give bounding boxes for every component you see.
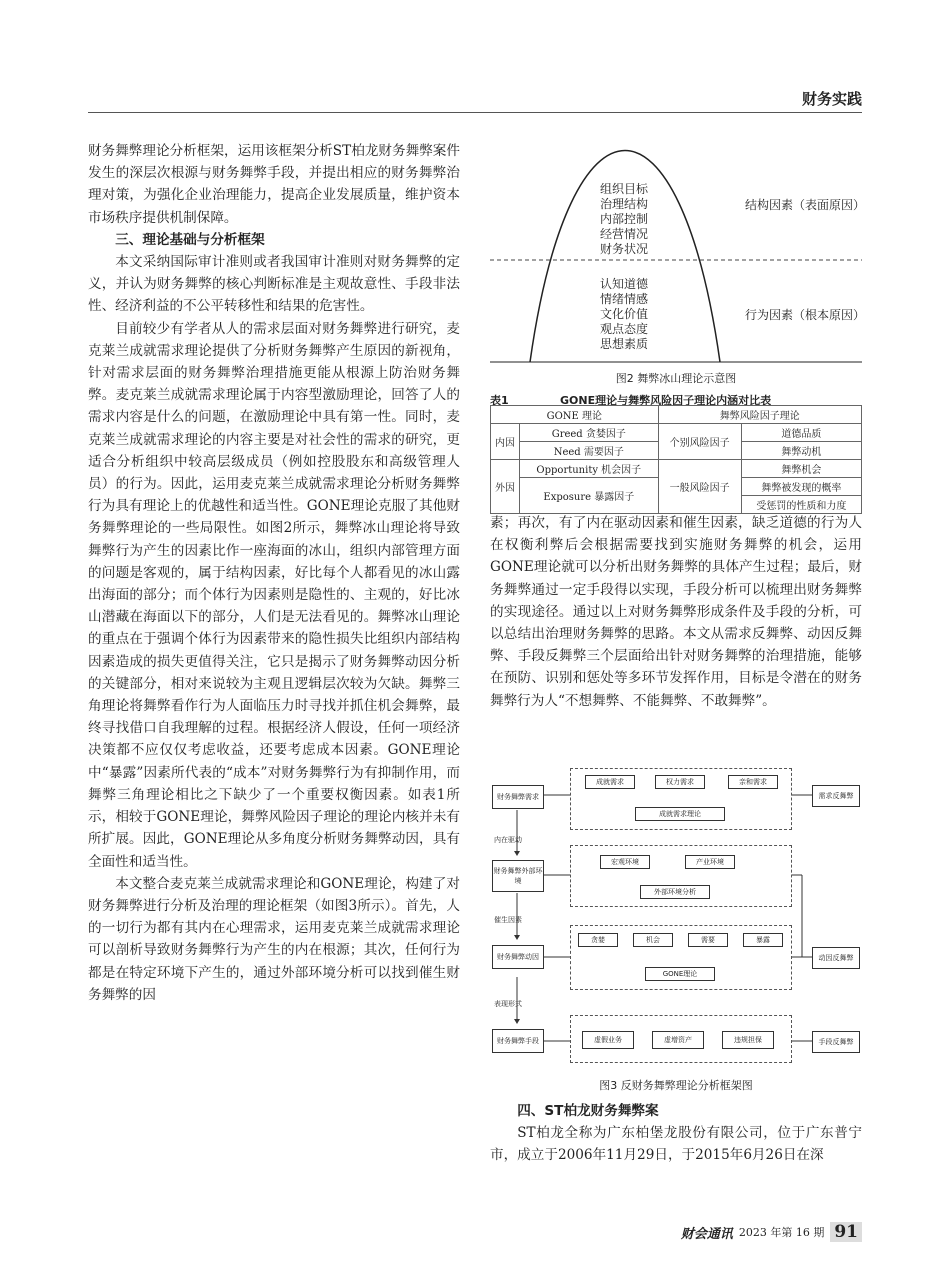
box-fraud-means: 财务舞弊手段 [492,1029,544,1053]
factor: 内部控制 [600,212,649,226]
journal-name: 财会通讯 [680,1226,733,1242]
table-cell: 舞弊机会 [741,460,861,478]
factor: 文化价值 [600,307,649,321]
table-title-text: GONE理论与舞弊风险因子理论内涵对比表 [560,394,772,407]
box-gone: 暴露 [743,933,783,947]
table-cell: 外因 [491,460,520,514]
table-cell: Need 需要因子 [520,442,659,460]
paragraph: ST柏龙全称为广东柏堡龙股份有限公司，位于广东普宁市，成立于2006年11月29日，于2015年6月26日在深 [490,1125,862,1164]
box-gone: 贪婪 [578,933,618,947]
paragraph: 素；再次，有了内在驱动因素和催生因素，缺乏道德的行为人在权衡利弊后会根据需要找到实施财务舞弊的机会，运用GONE理论就可以分析出财务舞弊的具体产生过程；最后，财务舞弊通过一定手段得以实现，手段分析可以梳理出财务舞弊的实现途径。通过以上对财务舞弊形成条件及手段的分析，可以总结出治理财务舞弊的思路。本文从需求反舞弊、动因反舞弊、手段反舞弊三个层面给出针对财务舞弊的治理措施，能够在预防、识别和惩处等多环节发挥作用，目标是令潜在的财务舞弊行为人“不想舞弊、不能舞弊、不敢舞弊”。 [490,515,862,709]
paragraph: 目前较少有学者从人的需求层面对财务舞弊进行研究，麦克莱兰成就需求理论提供了分析财务舞弊产生原因的新视角，针对需求层面的财务舞弊治理措施更能从根源上防治财务舞弊。麦克莱兰成就需求理论属于内容型激励理论，回答了人的需求内容是什么的问题，在激励理论中具有第一性。同时，麦克莱兰成就需求理论的内容主要是对社会性的需求的研究，更适合分析组织中较高层级成员（例如控股股东和高级管理人员）的行为。因此，运用麦克莱兰成就需求理论分析财务舞弊行为具有理论上的优越性和适当性。GONE理论克服了其他财务舞弊理论的一些局限性。如图2所示，舞弊冰山理论将导致舞弊行为产生的因素比作一座海面的冰山，组织内部管理方面的问题是客观的，属于结构因素，好比每个人都看见的冰山露出海面的部分；而个体行为因素则是隐性的、主观的，好比冰山潜藏在海面以下的部分，人们是无法看见的。舞弊冰山理论的重点在于强调个体行为因素带来的隐性损失比组织内部结构因素造成的损失更值得关注，它只是揭示了财务舞弊动因分析的关键部分，相对来说较为主观且逻辑层次较为欠缺。舞弊三角理论将舞弊看作行为人面临压力时寻找并抓住机会舞弊，最终寻找借口自我理解的过程。根据经济人假设，任何一项经济决策都不应仅仅考虑收益，还要考虑成本因素。GONE理论中“暴露”因素所代表的“成本”对财务舞弊行为有抑制作用，而舞弊三角理论相比之下缺少了一个重要权衡因素。如表1所示，相较于GONE理论，舞弊风险因子理论的理论内核并未有所扩展。因此，GONE理论从多角度分析财务舞弊动因，具有全面性和适当性。 [88,320,460,870]
factor: 情绪情感 [600,292,649,306]
box-gone-theory: GONE理论 [645,967,715,981]
factor: 财务状况 [600,242,649,256]
table-cell: 内因 [491,424,520,460]
arrow-label: 表现形式 [494,1000,522,1008]
table-cell: 道德品质 [741,424,861,442]
table-number: 表1 [490,394,509,407]
box-need: 权力需求 [655,775,705,789]
factor: 思想素质 [600,337,649,351]
right-column-bottom [490,1100,862,1167]
factor: 认知道德 [600,277,649,291]
right-column [490,512,862,712]
paragraph: 本文采纳国际审计准则或者我国审计准则对财务舞弊的定义，并认为财务舞弊的核心判断标准是主观故意性、手段非法性、经济利益的不公平转移性和结果的危害性。 [88,254,460,315]
figure-framework [490,765,862,1070]
box-external-env: 财务舞弊外部环境 [492,860,544,892]
box-env-analysis: 外部环境分析 [640,885,710,899]
figure-2-caption: 图2 舞弊冰山理论示意图 [615,372,737,385]
box-demand-anti-fraud: 需求反舞弊 [812,785,860,807]
table-cell: Opportunity 机会因子 [520,460,659,478]
section-title: 财务实践 [801,90,862,108]
arrow-label: 内在驱动 [494,836,522,844]
box-need: 亲和需求 [728,775,778,789]
figure-iceberg [490,140,866,365]
structure-factor-label: 结构因素（表面原因） [745,198,866,212]
table-1 [490,405,862,514]
page-number: 91 [830,1222,862,1242]
table-cell: 舞弊被发现的概率 [741,478,861,496]
box-means-anti-fraud: 手段反舞弊 [812,1031,860,1053]
issue-label: 2023 年第 16 期 [738,1226,825,1239]
figure-3-caption: 图3 反财务舞弊理论分析框架图 [599,1079,753,1092]
box-means: 违规担保 [722,1031,774,1049]
box-means: 虚增资产 [652,1031,704,1049]
lower-factors [600,277,648,352]
table-header: 舞弊风险因子理论 [658,406,861,424]
box-motive-anti-fraud: 动因反舞弊 [812,947,860,969]
heading-section-3: 三、理论基础与分析框架 [115,231,265,248]
box-gone: 需要 [688,933,728,947]
left-column [88,140,460,1006]
box-fraud-motive: 财务舞弊动因 [492,945,544,969]
table-cell: 舞弊动机 [741,442,861,460]
table-cell: 一般风险因子 [658,460,741,514]
upper-factors [600,182,648,257]
table-cell: 受惩罚的性质和力度 [741,496,861,514]
factor: 治理结构 [600,197,649,211]
box-env: 产业环境 [685,855,735,869]
heading-section-4: 四、ST柏龙财务舞弊案 [517,1103,659,1119]
box-need-theory: 成就需求理论 [635,807,725,821]
table-cell: Greed 贪婪因子 [520,424,659,442]
box-means: 虚假业务 [582,1031,634,1049]
factor: 观点态度 [600,322,649,336]
arrow-label: 催生因素 [494,916,522,924]
factor: 经营情况 [600,227,649,241]
header-rule [88,112,862,113]
paragraph: 本文整合麦克莱兰成就需求理论和GONE理论，构建了对财务舞弊进行分析及治理的理论框架（如图3所示）。首先，人的一切行为都有其内在心理需求，运用麦克莱兰成就需求理论可以剖析导致财务舞弊行为产生的内在根源；其次，任何行为都是在特定环境下产生的，通过外部环境分析可以找到催生财务舞弊的因 [88,875,460,1003]
box-need: 成就需求 [585,775,635,789]
factor: 组织目标 [600,182,649,196]
page-footer [681,1222,862,1242]
box-env: 宏观环境 [600,855,650,869]
paragraph: 财务舞弊理论分析框架，运用该框架分析ST柏龙财务舞弊案件发生的深层次根源与财务舞弊手段，并提出相应的财务舞弊治理对策，为强化企业治理能力，提高企业发展质量，维护资本市场秩序提供机制保障。 [88,143,460,226]
table-header: GONE 理论 [491,406,659,424]
table-cell: Exposure 暴露因子 [520,478,659,514]
box-fraud-demand: 财务舞弊需求 [492,785,544,809]
box-gone: 机会 [633,933,673,947]
behavior-factor-label: 行为因素（根本原因） [745,308,866,322]
iceberg-drawing [490,140,866,365]
table-cell: 个别风险因子 [658,424,741,460]
